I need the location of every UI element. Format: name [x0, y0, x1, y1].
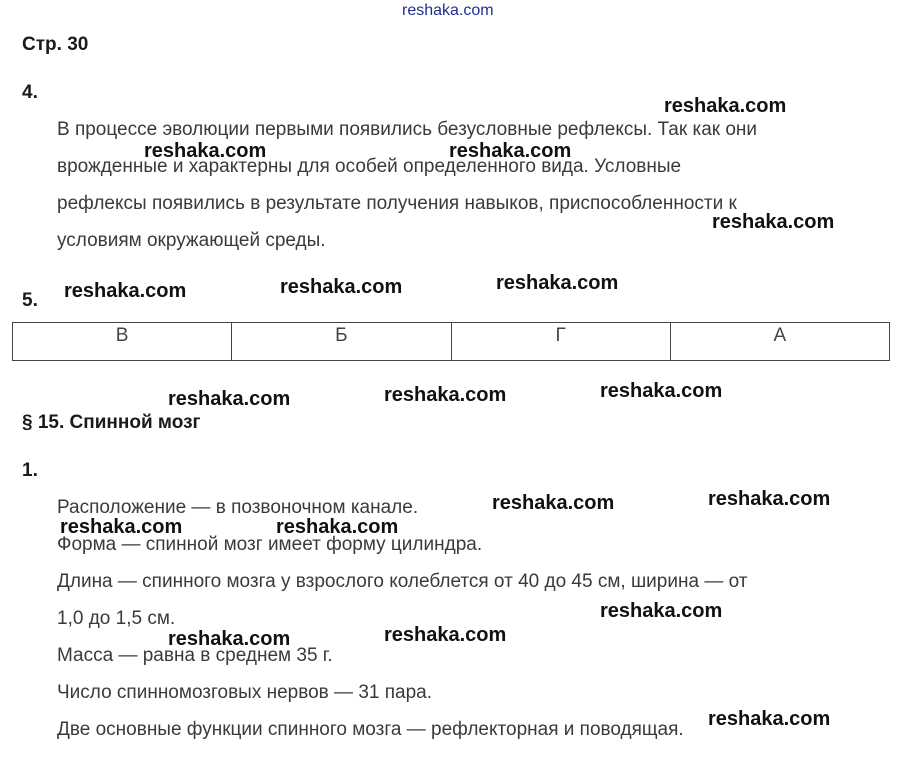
task-1-line: Масса — равна в среднем 35 г.: [57, 645, 333, 666]
watermark: reshaka.com: [496, 272, 619, 294]
top-watermark: reshaka.com: [402, 2, 494, 19]
watermark: reshaka.com: [384, 384, 507, 406]
answer-cell: Б: [232, 323, 451, 361]
task-1-number: 1.: [22, 460, 38, 481]
task-1-line: Длина — спинного мозга у взрослого колеблется от 40 до 45 см, ширина — от: [57, 571, 748, 592]
task-1-line: 1,0 до 1,5 см.: [57, 608, 176, 629]
watermark: reshaka.com: [60, 516, 183, 538]
task-4-line: В процессе эволюции первыми появились безусловные рефлексы. Так как они: [57, 119, 758, 140]
watermark: reshaka.com: [708, 488, 831, 510]
table-row: [13, 323, 890, 361]
task-5-answer-table: [12, 322, 890, 361]
task-1-line: Форма — спинной мозг имеет форму цилиндра.: [57, 534, 483, 555]
task-4-line: врожденные и характерны для особей определенного вида. Условные: [57, 156, 682, 177]
watermark: reshaka.com: [276, 516, 399, 538]
task-4-line: условиям окружающей среды.: [57, 230, 326, 251]
answer-cell: В: [13, 323, 232, 361]
page-label: Стр. 30: [22, 34, 89, 55]
task-4-line: рефлексы появились в результате получения навыков, приспособленности к: [57, 193, 737, 214]
task-1-line: Расположение — в позвоночном канале.: [57, 497, 419, 518]
watermark: reshaka.com: [64, 280, 187, 302]
watermark: reshaka.com: [168, 388, 291, 410]
watermark: reshaka.com: [449, 140, 572, 162]
task-4-number: 4.: [22, 82, 38, 103]
watermark: reshaka.com: [600, 380, 723, 402]
watermark: reshaka.com: [492, 492, 615, 514]
watermark: reshaka.com: [144, 140, 267, 162]
watermark: reshaka.com: [384, 624, 507, 646]
answer-cell: А: [670, 323, 889, 361]
watermark: reshaka.com: [280, 276, 403, 298]
watermark: reshaka.com: [708, 708, 831, 730]
watermark: reshaka.com: [168, 628, 291, 650]
task-1-line: Число спинномозговых нервов — 31 пара.: [57, 682, 433, 703]
watermark: reshaka.com: [664, 95, 787, 117]
task-4-answer: [57, 111, 757, 259]
watermark: reshaka.com: [712, 211, 835, 233]
watermark: reshaka.com: [600, 600, 723, 622]
task-1-line: Две основные функции спинного мозга — рефлекторная и поводящая.: [57, 719, 684, 740]
task-5-number: 5.: [22, 290, 38, 311]
section-title: § 15. Спинной мозг: [22, 412, 201, 433]
answer-cell: Г: [451, 323, 670, 361]
